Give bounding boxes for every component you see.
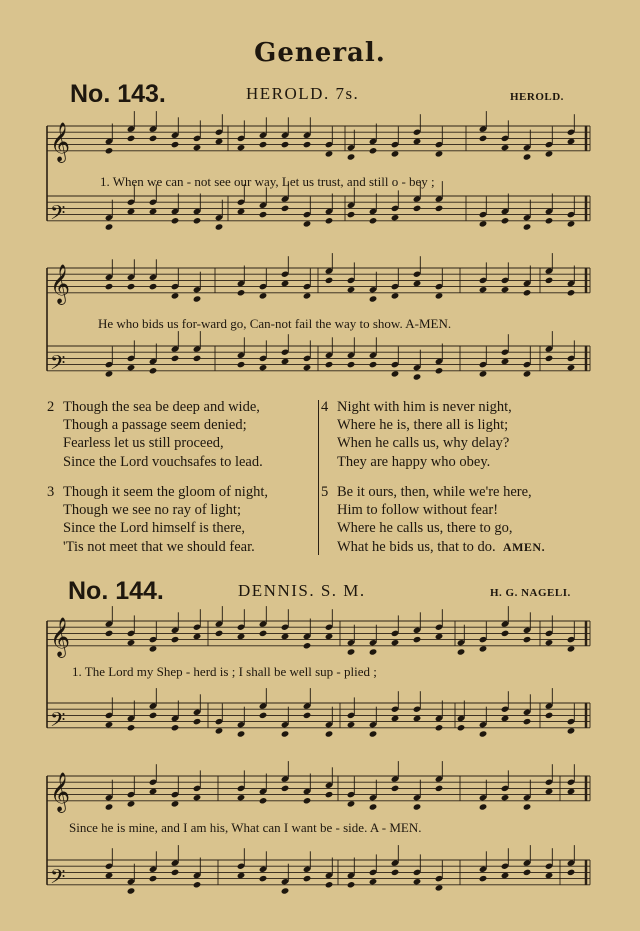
stanza-line: Be it ours, then, while we're here, bbox=[337, 484, 532, 500]
amen-label: AMEN. bbox=[502, 539, 546, 554]
stanza-line: Though the sea be deep and wide, bbox=[63, 399, 260, 415]
svg-text:𝄞: 𝄞 bbox=[50, 771, 71, 812]
stanza-line: Night with him is never night, bbox=[337, 399, 512, 415]
stanza-line: Though a passage seem denied; bbox=[63, 417, 247, 434]
stanza-number: 5 bbox=[321, 484, 329, 500]
stanza-line: Since the Lord vouchsafes to lead. bbox=[63, 453, 263, 470]
stanza-line: Where he is, there all is light; bbox=[337, 417, 509, 434]
stanza-number: 3 bbox=[47, 484, 55, 500]
svg-text:𝄞: 𝄞 bbox=[50, 121, 71, 162]
stanza-line: Since the Lord himself is there, bbox=[63, 520, 246, 537]
hymn-143-number: No. 143. bbox=[70, 80, 166, 108]
hymn-143-lyric-line-2: He who bids us for-ward go, Can-not fail the way to show. A-MEN. bbox=[98, 316, 452, 331]
stanza-5 bbox=[321, 483, 545, 556]
stanza-4 bbox=[321, 398, 512, 471]
stanza-3 bbox=[47, 483, 268, 556]
stanza-line: Though we see no ray of light; bbox=[63, 502, 241, 519]
stanza-number: 4 bbox=[321, 399, 329, 415]
hymn-144-number: No. 144. bbox=[68, 577, 164, 605]
stanza-line: 'Tis not meet that we should fear. bbox=[63, 538, 255, 555]
hymn-143-composer: HEROLD. bbox=[510, 91, 564, 103]
svg-text:𝄢: 𝄢 bbox=[50, 350, 66, 379]
stanza-line: When he calls us, why delay? bbox=[337, 435, 510, 452]
stanza-line: They are happy who obey. bbox=[337, 453, 491, 470]
stanza-line: Where he calls us, there to go, bbox=[337, 520, 513, 537]
stanza-2 bbox=[47, 398, 263, 471]
svg-text:𝄞: 𝄞 bbox=[50, 263, 71, 304]
svg-text:𝄢: 𝄢 bbox=[50, 200, 66, 229]
stanza-line: What he bids us, that to do. bbox=[337, 538, 496, 555]
hymn-144-composer: H. G. NAGELI. bbox=[490, 587, 571, 599]
svg-text:𝄢: 𝄢 bbox=[50, 864, 66, 893]
hymn-143-lyric-line-1: 1. When we can - not see our way, Let us trust, and still o - bey ; bbox=[100, 174, 435, 189]
hymn-143-tune: HEROLD. 7s. bbox=[246, 84, 360, 103]
hymn-144-lyric-line-1: 1. The Lord my Shep - herd is ; I shall be well sup - plied ; bbox=[72, 664, 377, 679]
hymn-144-tune: DENNIS. S. M. bbox=[238, 581, 366, 600]
column-divider bbox=[318, 400, 319, 555]
section-title: General. bbox=[254, 38, 386, 68]
stanza-number: 2 bbox=[47, 399, 55, 415]
stanza-line: Though it seem the gloom of night, bbox=[63, 484, 268, 500]
stanza-line: Him to follow without fear! bbox=[337, 502, 499, 519]
svg-text:𝄞: 𝄞 bbox=[50, 616, 71, 657]
hymn-144-lyric-line-2: Since he is mine, and I am his, What can I want be - side. A - MEN. bbox=[69, 820, 422, 835]
svg-text:𝄢: 𝄢 bbox=[50, 707, 66, 736]
stanza-line: Fearless let us still proceed, bbox=[63, 435, 224, 452]
